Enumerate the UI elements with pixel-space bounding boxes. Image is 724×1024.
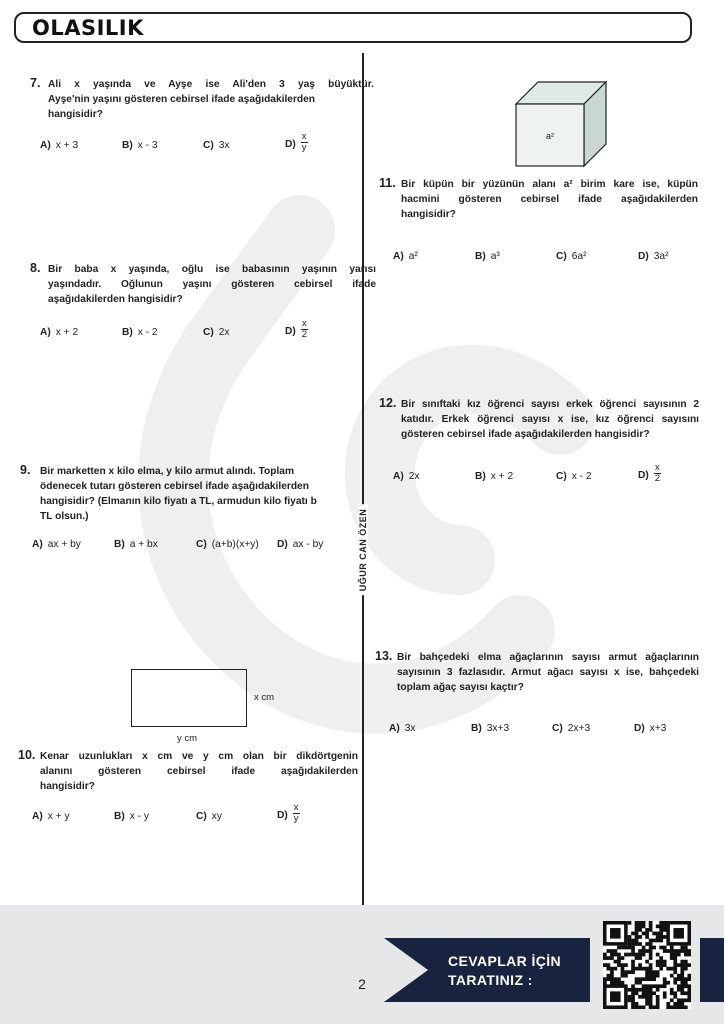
option-b[interactable]: B) 3x+3 <box>471 723 510 734</box>
rectangle-bottom-label: y cm <box>177 733 198 744</box>
page-header <box>14 12 692 43</box>
option-b[interactable]: B) x - y <box>114 811 149 822</box>
question-text-line: hangisidir? <box>40 781 95 792</box>
option-a[interactable]: A) x + 3 <box>40 140 79 151</box>
cube-figure <box>514 80 608 170</box>
question-text-line: hacmini gösteren cebirsel ifade aşağıdakilerden <box>401 194 698 205</box>
option-d[interactable]: D) x+3 <box>634 723 667 734</box>
option-b[interactable]: B) a + bx <box>114 539 158 550</box>
question-number: 7. <box>30 76 41 90</box>
option-c[interactable]: C) 2x <box>203 327 230 338</box>
page-number: 2 <box>358 976 366 992</box>
qr-code[interactable] <box>603 921 691 1009</box>
question-text-line: Ayşe'nin yaşını gösteren cebirsel ifade aşağıdakilerden <box>48 94 316 105</box>
option-d[interactable]: D) $\frac{x}{y}$ <box>285 131 307 153</box>
option-b[interactable]: B) x - 3 <box>122 140 158 151</box>
option-b[interactable]: B) x - 2 <box>122 327 158 338</box>
question-text-line: Bir baba x yaşında, oğlu ise babasının yaşının yarısı <box>48 264 376 275</box>
option-a[interactable]: A) x + 2 <box>40 327 79 338</box>
fraction: $\frac{x}{2}$ <box>301 318 308 340</box>
question-text-line: Ali x yaşında ve Ayşe ise Ali'den 3 yaş büyüktür. <box>48 79 374 90</box>
question-text-line: Bir marketten x kilo elma, y kilo armut alındı. Toplam <box>40 466 295 477</box>
qr-code-icon <box>603 921 691 1009</box>
option-c[interactable]: C) (a+b)(x+y) <box>196 539 259 550</box>
question-text-line: alanını gösteren cebirsel ifade aşağıdakilerden <box>40 766 358 777</box>
author-label: UĞUR CAN ÖZEN <box>358 505 368 596</box>
question-number: 13. <box>375 649 393 663</box>
question-text-line: aşağıdakilerden hangisidir? <box>48 294 183 305</box>
option-a[interactable]: A) 3x <box>389 723 416 734</box>
option-a[interactable]: A) 2x <box>393 471 420 482</box>
question-text-line: TL olsun.) <box>40 511 89 522</box>
option-a[interactable]: A) x + y <box>32 811 70 822</box>
question-number: 11. <box>379 176 396 190</box>
question-number: 12. <box>379 396 397 410</box>
option-c[interactable]: C) x - 2 <box>556 471 592 482</box>
rectangle-figure <box>131 669 247 727</box>
option-d[interactable]: D) $\frac{x}{y}$ <box>277 802 299 824</box>
question-text-line: katıdır. Erkek öğrenci sayısı x ise, kız öğrenci sayısını <box>401 414 699 425</box>
question-text-line: hangisidir? (Elmanın kilo fiyatı a TL, armudun kilo fiyatı b <box>40 496 317 507</box>
question-text-line: Bir sınıftaki kız öğrenci sayısı erkek öğrenci sayısının 2 <box>401 399 699 410</box>
question-text-line: hangisidir? <box>401 209 456 220</box>
question-text-line: ödenecek tutarı gösteren cebirsel ifade aşağıdakilerden <box>40 481 309 492</box>
cube-face-label: a² <box>545 131 555 141</box>
option-c[interactable]: C) 6a² <box>556 251 587 262</box>
option-c[interactable]: C) 2x+3 <box>552 723 591 734</box>
option-c[interactable]: C) 3x <box>203 140 230 151</box>
option-d[interactable]: D) $\frac{x}{2}$ <box>638 462 661 484</box>
fraction: $\frac{x}{2}$ <box>654 462 661 484</box>
option-a[interactable]: A) ax + by <box>32 539 81 550</box>
fraction: $\frac{x}{y}$ <box>301 131 307 153</box>
fraction: $\frac{x}{y}$ <box>293 802 299 824</box>
question-text-line: yaşındadır. Oğlunun yaşını gösteren cebirsel ifade <box>48 279 376 290</box>
footer-accent-strip <box>700 938 724 1002</box>
question-number: 8. <box>30 261 41 275</box>
rectangle-side-label: x cm <box>254 692 275 703</box>
question-text-line: toplam ağaç sayısı kaçtır? <box>397 682 524 693</box>
option-d[interactable]: D) 3a² <box>638 251 669 262</box>
question-text-line: Bir bahçedeki elma ağaçlarının sayısı armut ağaçlarının <box>397 652 699 663</box>
question-text-line: sayısının 3 fazlasıdır. Armut ağacı sayısı x ise, bahçedeki <box>397 667 699 678</box>
option-b[interactable]: B) a³ <box>475 251 500 262</box>
question-number: 10. <box>18 748 36 762</box>
option-b[interactable]: B) x + 2 <box>475 471 514 482</box>
question-number: 9. <box>20 463 31 477</box>
question-text-line: Kenar uzunlukları x cm ve y cm olan bir dikdörtgenin <box>40 751 358 762</box>
option-a[interactable]: A) a² <box>393 251 418 262</box>
option-c[interactable]: C) xy <box>196 811 222 822</box>
page-title: OLASILIK <box>32 16 144 40</box>
question-text-line: hangisidir? <box>48 109 103 120</box>
option-d[interactable]: D) ax - by <box>277 539 324 550</box>
answers-banner-text: CEVAPLAR İÇİN TARATINIZ : <box>448 953 562 988</box>
question-text-line: gösteren cebirsel ifade aşağıdakilerden hangisidir? <box>401 429 650 440</box>
option-d[interactable]: D) $\frac{x}{2}$ <box>285 318 308 340</box>
question-text-line: Bir küpün bir yüzünün alanı a² birim kare ise, küpün <box>401 179 698 190</box>
